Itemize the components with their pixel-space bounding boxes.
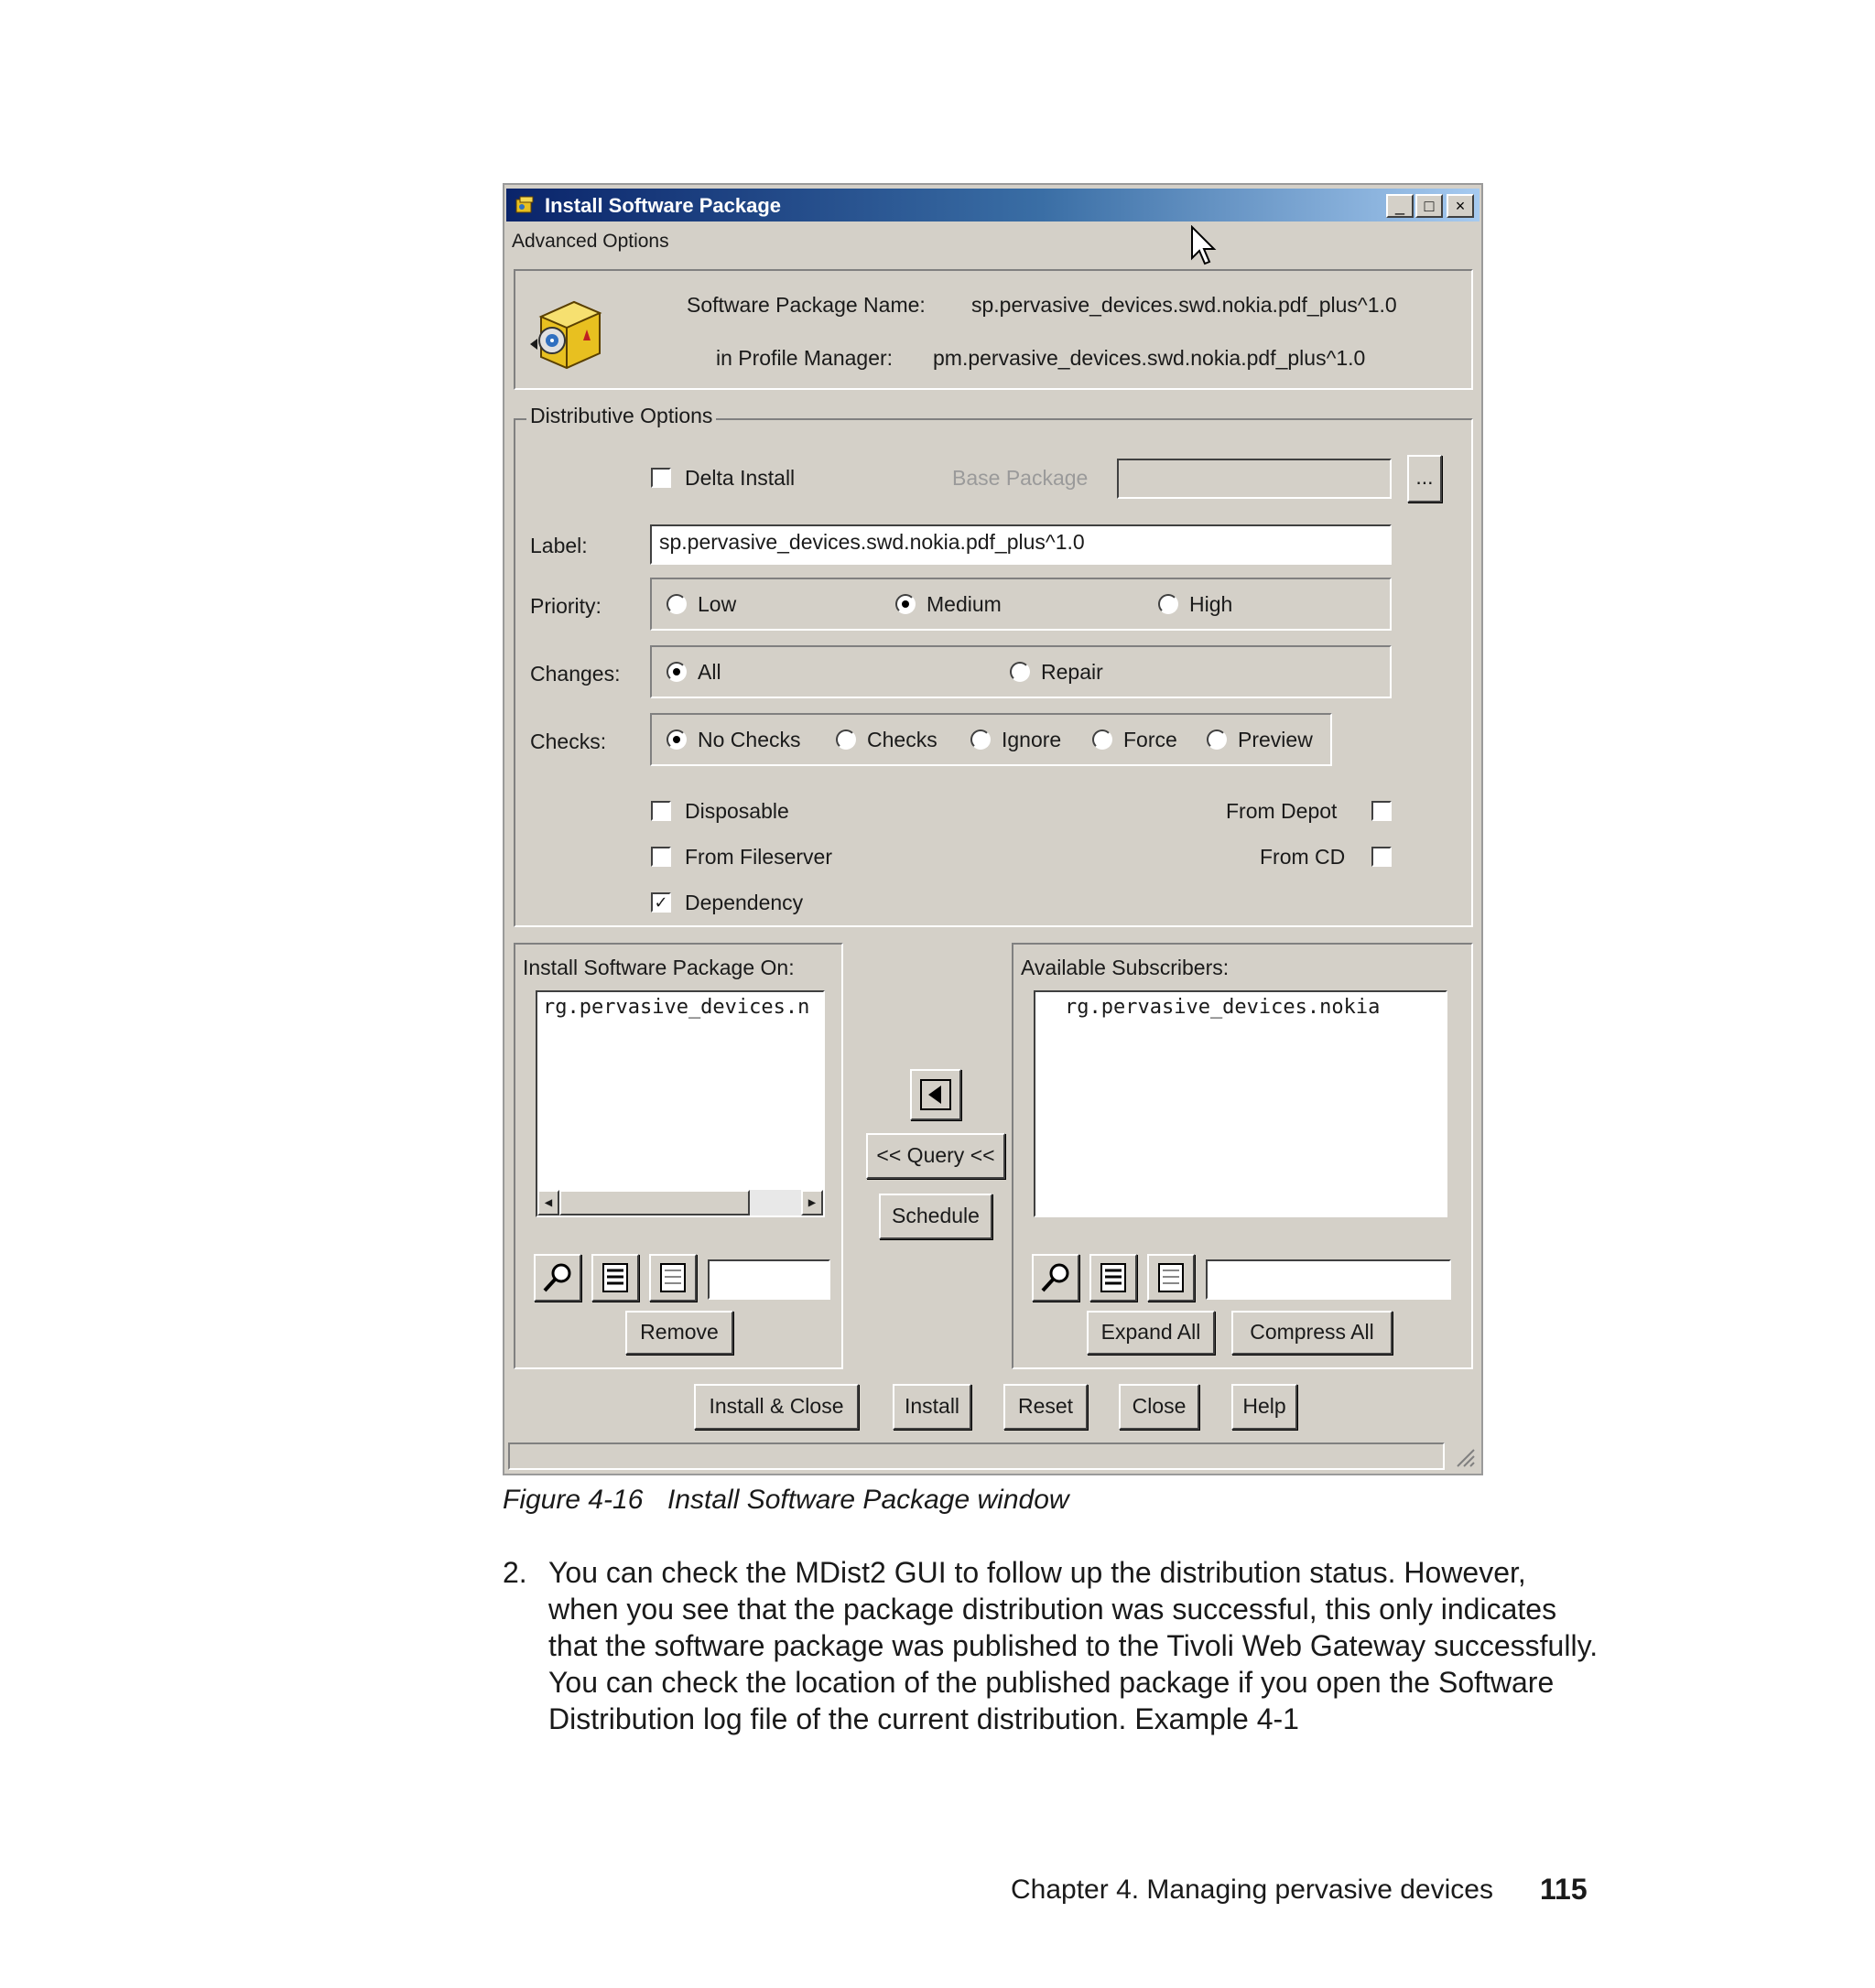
checks-force-radio[interactable] (1092, 729, 1112, 750)
find-button[interactable] (534, 1254, 581, 1302)
close-window-button[interactable]: × (1447, 194, 1474, 218)
checks-force-label: Force (1123, 728, 1177, 751)
left-arrow-icon (916, 1075, 956, 1115)
delta-install-label: Delta Install (685, 466, 796, 490)
from-cd-checkbox[interactable] (1371, 847, 1392, 867)
scroll-thumb[interactable] (559, 1190, 750, 1215)
title-bar[interactable] (506, 189, 1479, 221)
list-item-text: You can check the MDist2 GUI to follow up the distribution status. However, when you see that the package distribution was successful, this only indicates that the software package was published to the Tivoli Web Gateway successfully. You can check the location of the published package if you open the Software Distribution log file of the current distribution. Example 4-1 (548, 1556, 1599, 1735)
checks-radio-group (650, 713, 1332, 766)
from-depot-label: From Depot (1226, 799, 1338, 823)
page-number: 115 (1540, 1873, 1588, 1906)
menu-advanced-options[interactable]: Advanced Options (512, 231, 669, 252)
distributive-options-group (514, 404, 1473, 927)
footer-chapter: Chapter 4. Managing pervasive devices (1011, 1875, 1493, 1905)
menu-bar (512, 231, 669, 253)
status-bar (508, 1442, 1445, 1470)
query-button[interactable]: << Query << (866, 1133, 1005, 1179)
select-all-button[interactable] (591, 1254, 639, 1302)
priority-high-radio[interactable] (1158, 594, 1178, 614)
figure-number: Figure 4-16 (503, 1485, 644, 1515)
scroll-left-button[interactable]: ◀ (537, 1190, 559, 1215)
delta-install-checkbox[interactable] (651, 468, 671, 488)
changes-all-radio[interactable] (667, 662, 687, 682)
changes-label: Changes: (530, 662, 621, 686)
schedule-button[interactable]: Schedule (879, 1194, 992, 1239)
available-subscribers-panel (1012, 943, 1473, 1369)
checks-checks-label: Checks (867, 728, 938, 751)
priority-high-label: High (1189, 592, 1233, 616)
package-name-label: Software Package Name: (687, 293, 926, 317)
mouse-cursor-icon (1190, 225, 1218, 267)
from-fileserver-checkbox[interactable] (651, 847, 671, 867)
package-info-box (514, 269, 1473, 390)
checks-checks-radio[interactable] (836, 729, 856, 750)
expand-all-button[interactable]: Expand All (1087, 1311, 1215, 1355)
disposable-checkbox[interactable] (651, 801, 671, 821)
list-marker: 2. (503, 1556, 527, 1589)
deselect-all-button[interactable] (649, 1254, 697, 1302)
close-button[interactable]: Close (1119, 1384, 1199, 1430)
changes-radio-group (650, 645, 1392, 698)
magnifier-icon (541, 1261, 574, 1294)
package-name-value: sp.pervasive_devices.swd.nokia.pdf_plus^1.0 (971, 293, 1397, 317)
from-depot-checkbox[interactable] (1371, 801, 1392, 821)
list-select-icon (1097, 1261, 1130, 1294)
install-on-panel (514, 943, 843, 1369)
install-on-list[interactable] (536, 990, 825, 1217)
checks-preview-radio[interactable] (1207, 729, 1227, 750)
compress-all-button[interactable]: Compress All (1231, 1311, 1393, 1355)
maximize-button[interactable]: □ (1415, 194, 1443, 218)
priority-medium-label: Medium (927, 592, 1002, 616)
label-input[interactable]: sp.pervasive_devices.swd.nokia.pdf_plus^1.0 (650, 524, 1392, 565)
available-subscribers-list-item[interactable]: rg.pervasive_devices.nokia (1065, 996, 1381, 1019)
label-field-label: Label: (530, 534, 588, 557)
figure-title: Install Software Package window (667, 1485, 1069, 1515)
scroll-right-button[interactable]: ▶ (801, 1190, 823, 1215)
checks-ignore-radio[interactable] (970, 729, 991, 750)
base-package-label: Base Package (952, 466, 1089, 490)
dependency-checkbox[interactable]: ✓ (651, 892, 671, 913)
list-deselect-icon (1154, 1261, 1187, 1294)
install-software-package-window (503, 183, 1483, 1475)
distributive-options-legend: Distributive Options (526, 404, 716, 428)
resize-grip-icon[interactable] (1452, 1444, 1476, 1468)
checks-no-checks-label: No Checks (698, 728, 801, 751)
profile-manager-label: in Profile Manager: (716, 346, 894, 370)
move-left-button[interactable] (910, 1069, 961, 1120)
window-title: Install Software Package (545, 194, 781, 217)
checks-ignore-label: Ignore (1002, 728, 1062, 751)
find-button[interactable] (1032, 1254, 1079, 1302)
help-button[interactable]: Help (1231, 1384, 1297, 1430)
remove-button[interactable]: Remove (625, 1311, 733, 1355)
dependency-label: Dependency (685, 891, 804, 914)
available-filter-input[interactable] (1206, 1259, 1451, 1300)
profile-manager-value: pm.pervasive_devices.swd.nokia.pdf_plus^1.0 (933, 346, 1366, 370)
magnifier-icon (1039, 1261, 1072, 1294)
software-package-icon (523, 289, 607, 373)
checks-label: Checks: (530, 729, 607, 753)
select-all-button[interactable] (1089, 1254, 1137, 1302)
available-subscribers-label: Available Subscribers: (1021, 956, 1230, 979)
base-package-browse-button[interactable]: ... (1407, 455, 1442, 502)
list-item-2 (503, 1554, 1601, 1737)
available-subscribers-list[interactable] (1034, 990, 1447, 1217)
reset-button[interactable]: Reset (1003, 1384, 1088, 1430)
package-icon (514, 194, 536, 216)
changes-repair-label: Repair (1041, 660, 1103, 684)
minimize-button[interactable]: _ (1386, 194, 1414, 218)
checks-preview-label: Preview (1238, 728, 1313, 751)
checks-no-checks-radio[interactable] (667, 729, 687, 750)
priority-label: Priority: (530, 594, 602, 618)
deselect-all-button[interactable] (1147, 1254, 1195, 1302)
install-close-button[interactable]: Install & Close (694, 1384, 859, 1430)
install-on-label: Install Software Package On: (523, 956, 795, 979)
changes-all-label: All (698, 660, 721, 684)
install-on-filter-input[interactable] (708, 1259, 830, 1300)
horizontal-scrollbar[interactable] (537, 1190, 823, 1215)
priority-radio-group (650, 578, 1392, 631)
figure-caption (503, 1485, 1069, 1516)
base-package-input[interactable] (1117, 459, 1392, 499)
install-button[interactable]: Install (893, 1384, 971, 1430)
from-cd-label: From CD (1260, 845, 1346, 869)
priority-medium-radio[interactable] (895, 594, 916, 614)
changes-repair-radio[interactable] (1010, 662, 1030, 682)
list-deselect-icon (656, 1261, 689, 1294)
priority-low-label: Low (698, 592, 737, 616)
priority-low-radio[interactable] (667, 594, 687, 614)
install-on-list-item[interactable]: rg.pervasive_devices.n (543, 996, 810, 1019)
from-fileserver-label: From Fileserver (685, 845, 833, 869)
disposable-label: Disposable (685, 799, 789, 823)
list-select-icon (599, 1261, 632, 1294)
